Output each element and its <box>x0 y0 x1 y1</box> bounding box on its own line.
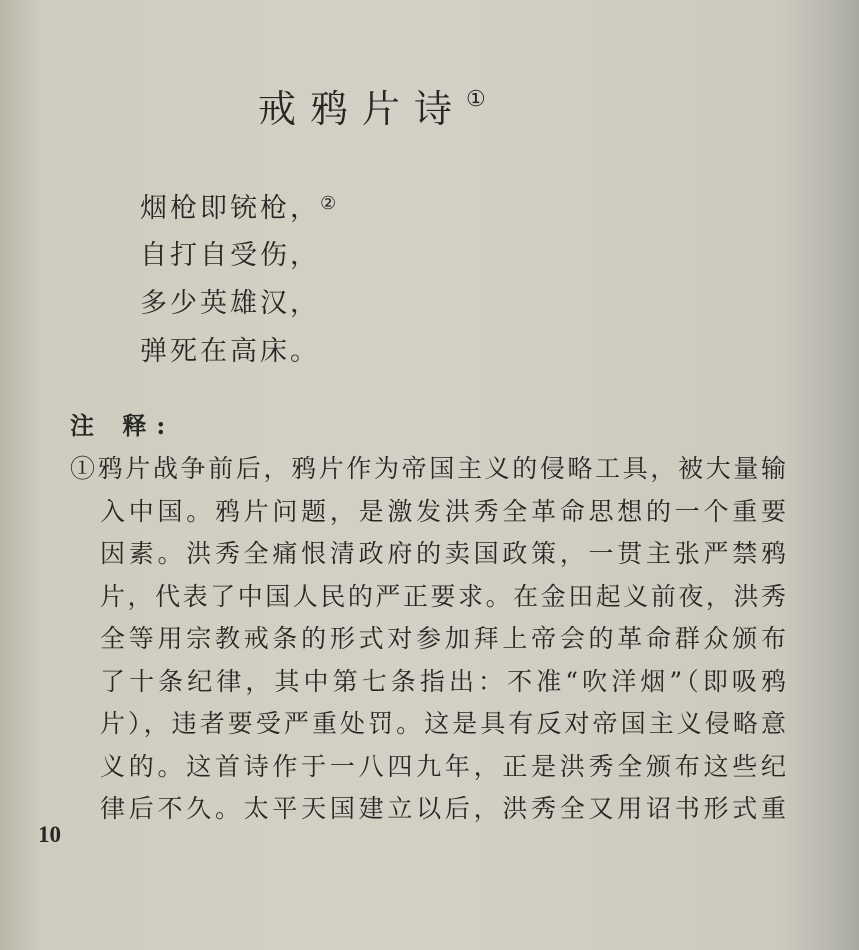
note-line: 了十条纪律，其中第七条指出：不准“吹洋烟”（即吸鸦 <box>100 667 786 696</box>
poem-title <box>258 78 486 133</box>
poem-line: 多少英雄汉， <box>140 288 320 319</box>
note-line: 片，代表了中国人民的严正要求。在金田起义前夜，洪秀 <box>100 582 786 611</box>
note-line: 因素。洪秀全痛恨清政府的卖国政策，一贯主张严禁鸦 <box>100 539 786 568</box>
note-line: 义的。这首诗作于一八四九年，正是洪秀全颁布这些纪 <box>100 752 786 781</box>
footnote-marker: ① <box>466 87 486 112</box>
poem-line <box>140 186 339 225</box>
poem-line: 弹死在高床。 <box>140 336 320 367</box>
poem-line-text: 烟枪即铳枪， <box>140 193 320 224</box>
page-number: 10 <box>38 822 61 847</box>
note-line: 片），违者要受严重处罚。这是具有反对帝国主义侵略意 <box>100 709 786 738</box>
footnote-marker: ② <box>320 193 340 214</box>
note-line: 入中国。鸦片问题，是激发洪秀全革命思想的一个重要 <box>100 497 786 526</box>
title-text: 戒鸦片诗 <box>258 87 467 131</box>
note-line: ①鸦片战争前后，鸦片作为帝国主义的侵略工具，被大量输 <box>70 454 786 483</box>
notes-heading: 注 释: <box>70 411 176 440</box>
note-line: 全等用宗教戒条的形式对参加拜上帝会的革命群众颁布 <box>100 624 786 653</box>
poem-line: 自打自受伤， <box>140 240 320 271</box>
note-line: 律后不久。太平天国建立以后，洪秀全又用诏书形式重 <box>100 794 786 823</box>
